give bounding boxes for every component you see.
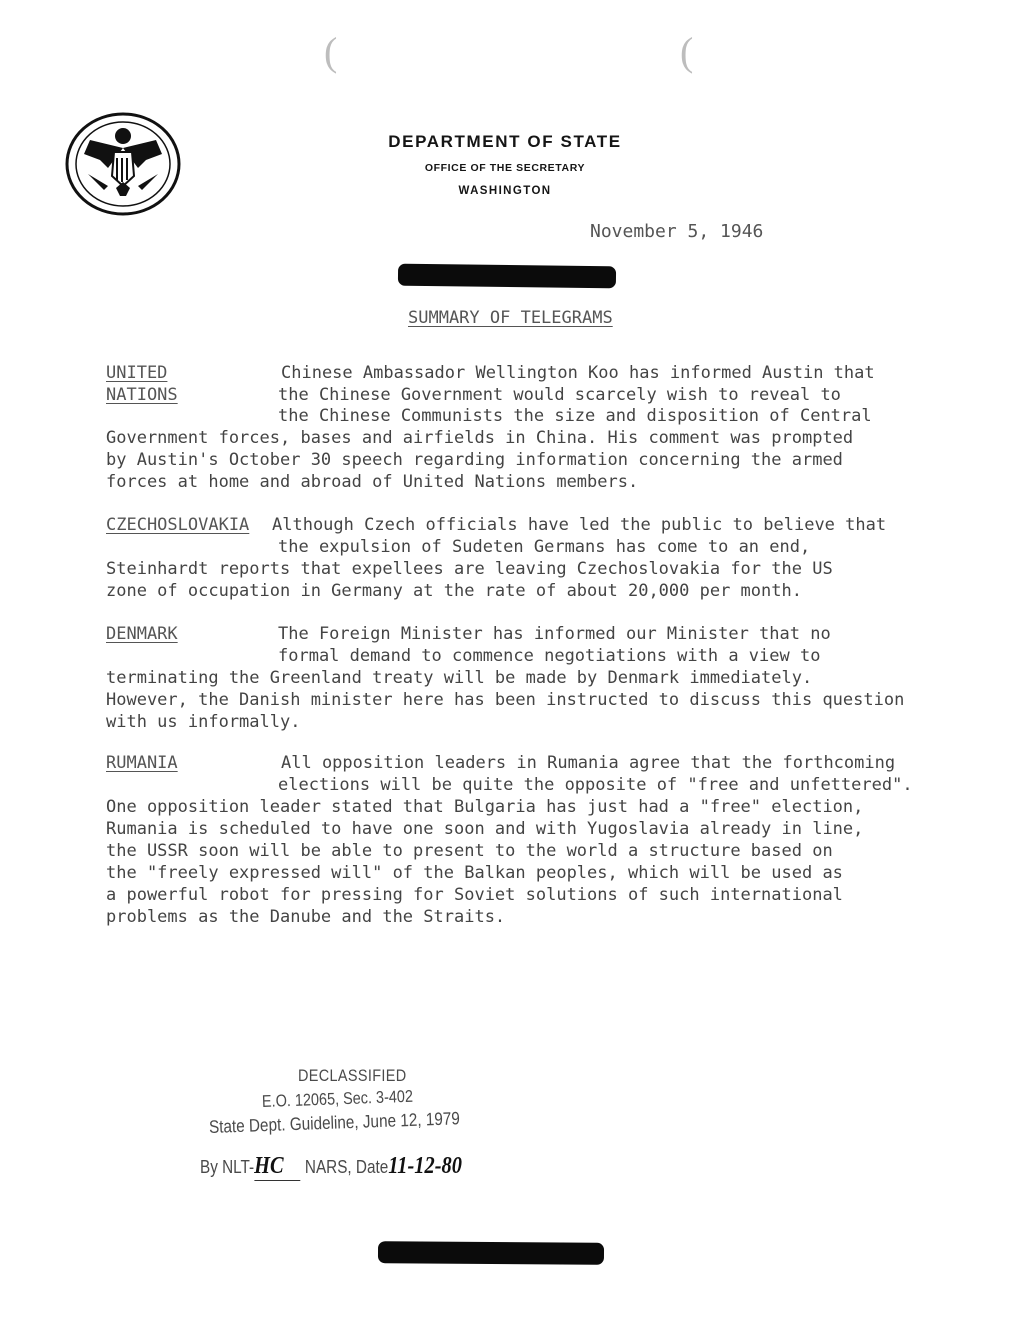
body-line: However, the Danish minister here has been instructed to discuss this question: [106, 690, 905, 710]
section-heading: RUMANIA: [106, 753, 178, 773]
body-line: by Austin's October 30 speech regarding information concerning the armed: [106, 450, 843, 470]
redaction-bar: [378, 1241, 604, 1265]
body-line: the "freely expressed will" of the Balkan peoples, which will be used as: [106, 863, 843, 883]
department-of-state-seal: [64, 112, 182, 216]
declassified-stamp-signature-line: [200, 1153, 462, 1181]
punch-mark: (: [680, 29, 694, 74]
section-heading: CZECHOSLOVAKIA: [106, 515, 250, 535]
body-line: The Foreign Minister has informed our Minister that no: [278, 624, 831, 644]
body-line: the expulsion of Sudeten Germans has come to an end,: [278, 537, 811, 557]
city-subtitle: WASHINGTON: [458, 185, 552, 197]
body-line: forces at home and abroad of United Nations members.: [106, 472, 639, 492]
document-date: November 5, 1946: [590, 221, 764, 242]
stamp-by-label: By NLT-: [200, 1157, 255, 1177]
body-line: One opposition leader stated that Bulgaria has just had a "free" election,: [106, 797, 864, 817]
document-title: SUMMARY OF TELEGRAMS: [408, 308, 613, 328]
body-line: Although Czech officials have led the public to believe that: [272, 515, 887, 535]
declassified-stamp-title: DECLASSIFIED: [298, 1066, 407, 1085]
body-line: terminating the Greenland treaty will be made by Denmark immediately.: [106, 668, 813, 688]
section-heading: DENMARK: [106, 624, 178, 644]
stamp-initials-blank: [254, 1153, 300, 1181]
body-line: the USSR soon will be able to present to the world a structure based on: [106, 841, 833, 861]
body-line: All opposition leaders in Rumania agree that the forthcoming: [281, 753, 896, 773]
handwritten-initials: HC: [254, 1153, 284, 1179]
body-line: the Chinese Communists the size and disposition of Central: [278, 406, 872, 426]
redaction-bar: [398, 264, 616, 289]
body-line: Government forces, bases and airfields in China. His comment was prompted: [106, 428, 854, 448]
declassified-stamp-guideline: State Dept. Guideline, June 12, 1979: [208, 1108, 461, 1137]
handwritten-date: 11-12-80: [388, 1153, 462, 1179]
eagle-icon: [84, 128, 162, 196]
body-line: problems as the Danube and the Straits.: [106, 907, 506, 927]
punch-mark: (: [324, 29, 338, 74]
section-heading: NATIONS: [106, 385, 178, 405]
body-line: Steinhardt reports that expellees are leaving Czechoslovakia for the US: [106, 559, 833, 579]
body-line: zone of occupation in Germany at the rate of about 20,000 per month.: [106, 581, 802, 601]
body-line: formal demand to commence negotiations with a view to: [278, 646, 821, 666]
body-line: elections will be quite the opposite of "free and unfettered".: [278, 775, 913, 795]
office-subtitle: OFFICE OF THE SECRETARY: [424, 162, 586, 174]
body-line: the Chinese Government would scarcely wish to reveal to: [278, 385, 841, 405]
body-line: Chinese Ambassador Wellington Koo has informed Austin that: [281, 363, 875, 383]
department-title: DEPARTMENT OF STATE: [388, 132, 622, 151]
stamp-nars-label: NARS, Date: [304, 1157, 389, 1177]
body-line: Rumania is scheduled to have one soon and with Yugoslavia already in line,: [106, 819, 864, 839]
declassified-stamp-eo: E.O. 12065, Sec. 3-402: [261, 1086, 414, 1111]
body-line: a powerful robot for pressing for Soviet solutions of such international: [106, 885, 843, 905]
body-line: with us informally.: [106, 712, 301, 732]
section-heading: UNITED: [106, 363, 168, 383]
